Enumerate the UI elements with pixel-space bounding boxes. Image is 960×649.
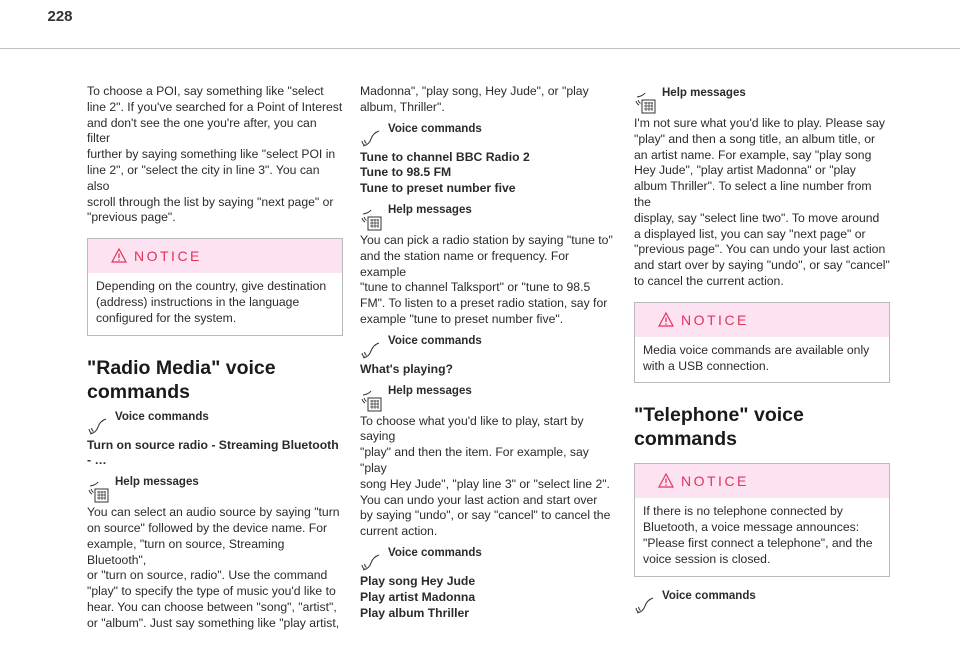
continued-paragraph: Madonna", "play song, Hey Jude", or "play album, Thriller". xyxy=(360,84,589,114)
notice-text: If there is no telephone connected by Bluetooth, a voice message announces: "Please first connect a telephone", and the voice session is closed. xyxy=(643,504,873,566)
notice-box xyxy=(634,463,890,576)
help-messages-heading xyxy=(87,475,343,503)
notice-title: NOTICE xyxy=(681,311,749,328)
voice-command-text: What's playing? xyxy=(360,361,453,376)
notice-box xyxy=(634,302,890,384)
notice-text: Media voice commands are available only with a USB connection. xyxy=(643,342,870,373)
notice-header xyxy=(88,239,342,273)
help-messages-label: Help messages xyxy=(388,203,472,216)
voice-commands-label: Voice commands xyxy=(662,589,756,602)
voice-commands-heading xyxy=(87,410,343,436)
section-title-telephone: "Telephone" voice commands xyxy=(634,404,804,451)
voice-command-text: Play song Hey Jude Play artist Madonna Play album Thriller xyxy=(360,573,476,620)
help-messages-icon xyxy=(87,481,109,503)
help-text: You can select an audio source by saying "turn on source" followed by the device name. For example, "turn on source, Streaming Bluetooth", or "turn on source, radio". Use the command "play" to specify the type of music you'd like to hear. You can choose between "song", "artist", or "album". Just say something like "play artist, xyxy=(87,505,340,630)
help-text: To choose what you'd like to play, start by saying "play" and then the item. For example, say "play song Hey Jude", "play line 3" or "select line 2". You can undo your last action and start over by saying "undo", or say "cancel" to cancel the current action. xyxy=(360,413,611,539)
notice-header xyxy=(635,464,889,498)
help-messages-label: Help messages xyxy=(662,87,746,99)
voice-commands-label: Voice commands xyxy=(388,122,482,135)
voice-command-icon xyxy=(634,595,656,615)
help-text: I'm not sure what you'd like to play. Please say "play" and then a song title, an album title, or an artist name. For example, say "play song Hey Jude", "play artist Madonna" or "play album Thriller". To select a line number from the display, say "select line two". To move around a displayed list, you can say "next page" or "previous page". You can undo your last action and start over by saying "undo", or say "cancel" to cancel the current action. xyxy=(634,116,890,288)
voice-commands-label: Voice commands xyxy=(115,410,209,423)
voice-command-icon xyxy=(87,416,109,436)
notice-header xyxy=(635,303,889,337)
voice-command-icon xyxy=(360,552,382,572)
voice-commands-heading xyxy=(360,334,616,360)
warning-icon xyxy=(658,312,674,327)
help-text: You can pick a radio station by saying "tune to" and the station name or frequency. For example "tune to channel Talksport" or "tune to 98.5 FM". To listen to a preset radio station, say for example "tune to preset number five". xyxy=(360,232,613,326)
notice-title: NOTICE xyxy=(134,248,202,265)
help-messages-icon xyxy=(360,390,382,412)
help-messages-heading xyxy=(360,203,616,231)
voice-command-text: Tune to channel BBC Radio 2 Tune to 98.5 FM Tune to preset number five xyxy=(360,149,530,196)
warning-icon xyxy=(111,248,127,263)
column-1 xyxy=(87,84,343,632)
notice-box xyxy=(87,238,343,335)
column-2 xyxy=(360,84,616,621)
help-messages-label: Help messages xyxy=(388,384,472,397)
column-3 xyxy=(634,86,890,617)
header-divider xyxy=(0,48,960,49)
help-messages-heading xyxy=(360,384,616,412)
help-messages-icon xyxy=(634,92,656,114)
notice-title: NOTICE xyxy=(681,473,749,490)
intro-paragraph: To choose a POI, say something like "select line 2". If you've searched for a Point of Interest and don't see the one you're after, you can filter further by saying something like "select POI in line 2", or "select the city in line 3". You can also scroll through the list by saying "next page" or "previous page". xyxy=(87,84,343,225)
warning-icon xyxy=(658,473,674,488)
section-title-radio-media: "Radio Media" voice commands xyxy=(87,356,276,403)
voice-command-text: Turn on source radio - Streaming Bluetooth - … xyxy=(87,437,339,468)
notice-text: Depending on the country, give destination (address) instructions in the language configured for the system. xyxy=(96,279,327,325)
voice-command-icon xyxy=(360,340,382,360)
voice-commands-label: Voice commands xyxy=(388,546,482,559)
voice-command-icon xyxy=(360,128,382,148)
voice-commands-heading xyxy=(360,546,616,572)
help-messages-label: Help messages xyxy=(115,476,199,489)
help-messages-icon xyxy=(360,209,382,231)
help-messages-heading xyxy=(634,86,890,114)
voice-commands-heading xyxy=(360,122,616,148)
page-number: 228 xyxy=(47,8,73,25)
voice-commands-heading xyxy=(634,589,890,615)
voice-commands-label: Voice commands xyxy=(388,334,482,347)
